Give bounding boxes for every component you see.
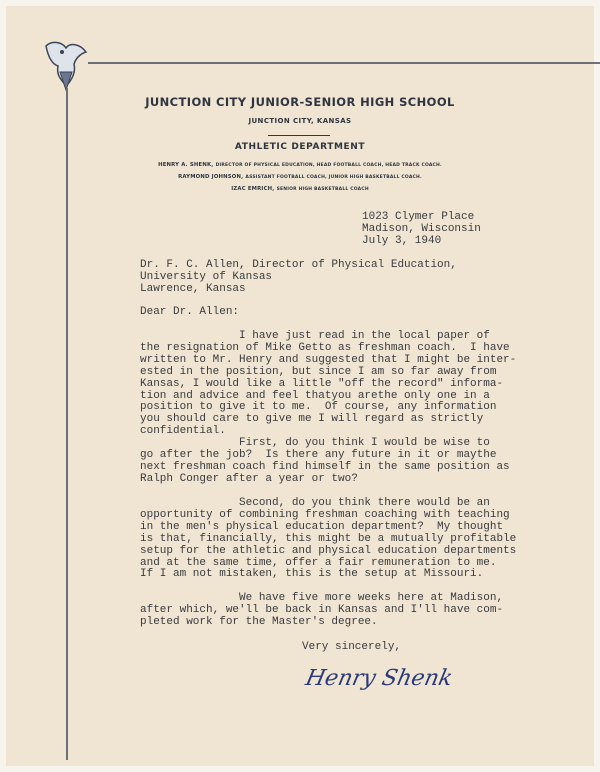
department-name: ATHLETIC DEPARTMENT [234, 142, 366, 152]
staff-line [90, 174, 510, 180]
closing: Very sincerely, [302, 641, 402, 653]
letterhead-horizontal-rule [88, 62, 600, 64]
divider [268, 135, 330, 136]
staff-title: ASSISTANT FOOTBALL COACH, JUNIOR HIGH BASKETBALL COACH. [245, 175, 422, 180]
body-paragraph: Second, do you think there would be an opportunity of combining freshman coaching with teaching in the men's physical education department? My thought is that, financially, this might be a mutually profitable setup for the athletic and physical education departments and at the same time, offer a fair remuneration to me. If I am not mistaken, this is the setup at Missouri. [140, 497, 517, 581]
handwritten-signature: Henry Shenk [303, 666, 455, 691]
staff-title: SENIOR HIGH BASKETBALL COACH [276, 187, 369, 192]
body-paragraph: We have five more weeks here at Madison, after which, we'll be back in Kansas and I'll have com- pleted work for the Master's degree. [140, 592, 504, 628]
return-address: 1023 Clymer Place Madison, Wisconsin July 3, 1940 [362, 211, 481, 247]
school-name: JUNCTION CITY JUNIOR-SENIOR HIGH SCHOOL [145, 95, 455, 109]
school-city: JUNCTION CITY, KANSAS [248, 117, 352, 125]
staff-name: RAYMOND JOHNSON, [178, 174, 244, 180]
staff-name: IZAC EMRICH, [231, 186, 275, 192]
body-paragraph: First, do you think I would be wise to go after the job? Is there any future in it or maythe next freshman coach find himself in the same position as Ralph Conger after a year or two? [140, 437, 510, 485]
inside-address: Dr. F. C. Allen, Director of Physical Education, University of Kansas Lawrence, Kansas [140, 259, 457, 295]
salutation: Dear Dr. Allen: [140, 306, 240, 318]
staff-title: DIRECTOR OF PHYSICAL EDUCATION, HEAD FOOTBALL COACH, HEAD TRACK COACH. [215, 163, 442, 168]
staff-line [90, 186, 510, 192]
letterhead-vertical-rule [66, 88, 68, 760]
body-paragraph: I have just read in the local paper of the resignation of Mike Getto as freshman coach. I have written to Mr. Henry and suggested that I might be inter- ested in the position, but since I am so far away from Kansas, I would like a little "off the record" informa- tion and advice and feel thatyou arethe only one in a position to give it to me. Of course, any information you should care to give me I will regard as strictly confidential. [140, 330, 517, 438]
jayhawk-emblem-icon [40, 36, 92, 92]
staff-name: HENRY A. SHENK, [158, 162, 214, 168]
staff-line [66, 162, 534, 168]
